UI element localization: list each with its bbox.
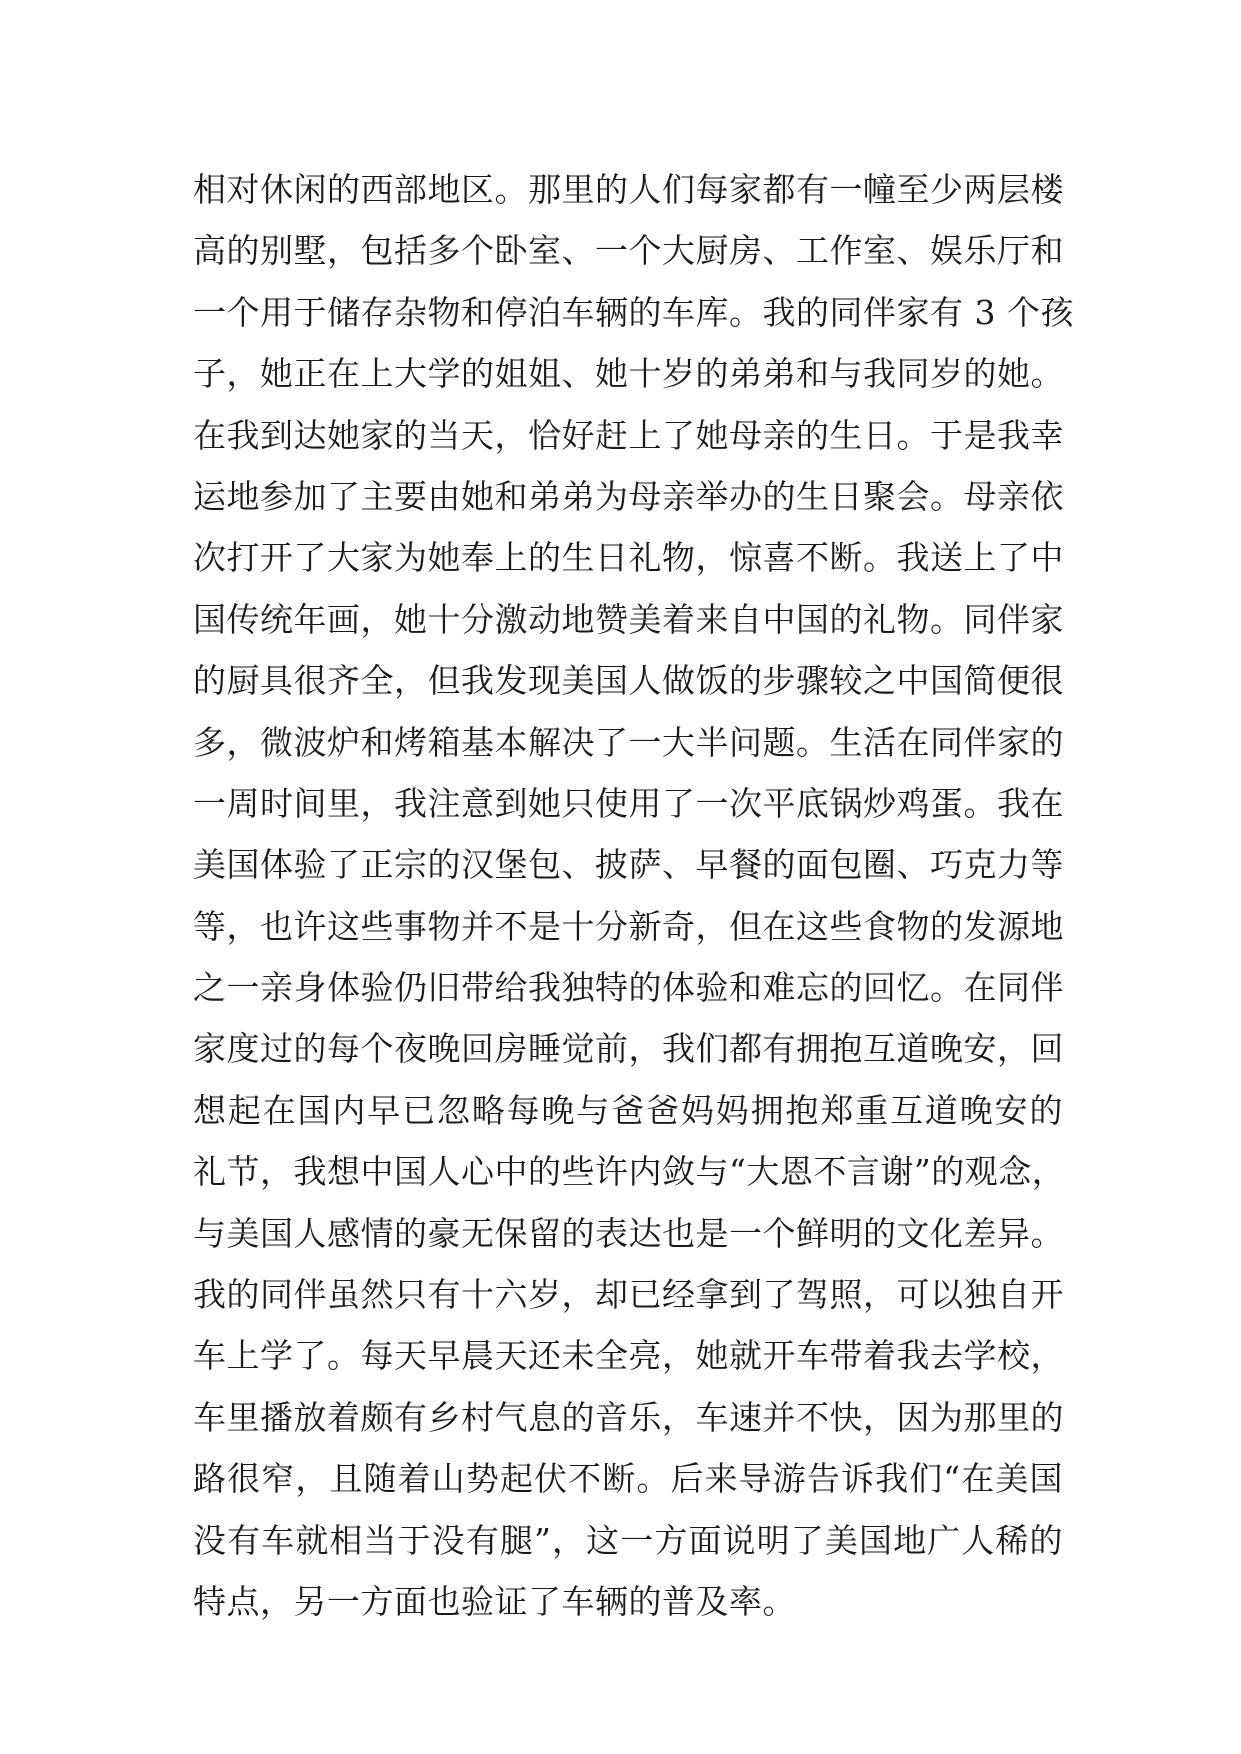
text-line: 等，也许这些事物并不是十分新奇，但在这些食物的发源地 — [193, 906, 1064, 946]
text-line: 在我到达她家的当天，恰好赶上了她母亲的生日。于是我幸 — [193, 415, 1064, 455]
text-line: 我的同伴虽然只有十六岁，却已经拿到了驾照，可以独自开 — [193, 1275, 1064, 1315]
text-line: 之一亲身体验仍旧带给我独特的体验和难忘的回忆。在同伴 — [193, 968, 1064, 1008]
text-line: 次打开了大家为她奉上的生日礼物，惊喜不断。我送上了中 — [193, 538, 1064, 578]
text-line: 没有车就相当于没有腿”，这一方面说明了美国地广人稀的 — [193, 1520, 1063, 1560]
text-line: 国传统年画，她十分激动地赞美着来自中国的礼物。同伴家 — [193, 599, 1064, 639]
text-line: 一周时间里，我注意到她只使用了一次平底锅炒鸡蛋。我在 — [193, 783, 1064, 823]
text-line: 与美国人感情的豪无保留的表达也是一个鲜明的文化差异。 — [193, 1213, 1064, 1253]
text-line: 一个用于储存杂物和停泊车辆的车库。我的同伴家有 3 个孩 — [193, 292, 1074, 332]
text-line: 车里播放着颇有乡村气息的音乐，车速并不快，因为那里的 — [193, 1397, 1064, 1437]
text-line: 运地参加了主要由她和弟弟为母亲举办的生日聚会。母亲依 — [193, 476, 1064, 516]
text-line: 家度过的每个夜晚回房睡觉前，我们都有拥抱互道晚安，回 — [193, 1029, 1064, 1069]
text-line: 的厨具很齐全，但我发现美国人做饭的步骤较之中国简便很 — [193, 661, 1064, 701]
text-line: 相对休闲的西部地区。那里的人们每家都有一幢至少两层楼 — [193, 170, 1064, 209]
text-line: 礼节，我想中国人心中的些许内敛与“大恩不言谢”的观念， — [193, 1152, 1066, 1192]
text-line: 子，她正在上大学的姐姐、她十岁的弟弟和与我同岁的她。 — [193, 354, 1064, 394]
text-line: 美国体验了正宗的汉堡包、披萨、早餐的面包圈、巧克力等 — [193, 845, 1064, 885]
text-line: 车上学了。每天早晨天还未全亮，她就开车带着我去学校， — [193, 1336, 1064, 1376]
text-line: 路很窄，且随着山势起伏不断。后来导游告诉我们“在美国 — [193, 1459, 1063, 1499]
text-line: 高的别墅，包括多个卧室、一个大厨房、工作室、娱乐厅和 — [193, 231, 1064, 271]
text-line: 多，微波炉和烤箱基本解决了一大半问题。生活在同伴家的 — [193, 722, 1064, 762]
text-line: 想起在国内早已忽略每晚与爸爸妈妈拥抱郑重互道晚安的 — [193, 1090, 1063, 1130]
body-text — [193, 166, 1074, 1639]
text-line-last: 特点，另一方面也验证了车辆的普及率。 — [193, 1581, 796, 1621]
